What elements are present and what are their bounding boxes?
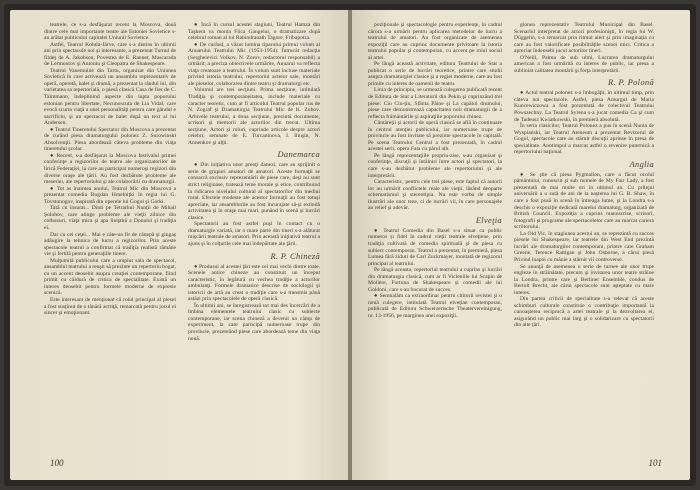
paragraph: Astfel, Teatrul Kohtla-Järve, care s-a distins în ultimii ani prin spectacole noi şi interesante, a prezentat Turnul de fildeş de A. Jakobson, Povestea de E. Rannet, Mascarada de Lermontov şi Antoniu şi Cleopatra de Shakespeare.: [44, 41, 176, 68]
paragraph: Spectatorii au fost astfel puşi în contact cu o dramaturgie variată, iar o mare parte din tineri s-a alăturat mişcării teatrale de amatori. Prin această iniţiativă teatrul a ajuns şi în colţurile cele mai îndepărtate ale ţării.: [188, 221, 320, 247]
paragraph: Pe lângă aceasta, repertoriul teatrului a cuprins şi lucrări din dramaturgia clasică, cum ar fi Vicleniile lui Scapin de Molière, Furtuna de Shakespeare şi comedii ale lui Goldoni, care s-au bucurat de succes.: [368, 267, 502, 293]
paragraph: La Old Vic, în stagiunea acestui an, se reprezintă cu succes piesele lui Shakespeare, iar teatrele din West End prezintă lucrări ale dramaturgilor contemporani, printre care Graham Greene, Terence Rattigan şi John Osborne, a cărui piesă Privind înapoi cu mânie a stârnit vii controverse.: [514, 230, 654, 263]
right-page: [352, 10, 690, 480]
paragraph: ● Teatrul Comedia din Basel s-a situat ca public numeros şi fidel în cadrul vieţii teatrale elveţiene, prin tradiţia cultivată de comedia spirituală şi de piesa cu subiect contemporan. Teatrul a prezentat, în premieră, piesa Lumea fără ziduri de Carl Zuckmayer, montată de regizorul principal al teatrului.: [368, 227, 502, 267]
paragraph: ● Din iniţiativa unor preoţi danezi, care au sprijinit o serie de grupuri amatori de amatori. Aceste formaţii se consacră exclusiv reprezentării de piese care, deşi nu sunt strict religioase, tratează teme morale şi etice, contribuind la ridicarea nivelului cultural al spectatorilor din mediul rural. Efectele modeste ale acestor formaţii au fost totuşi apreciate, iar ansamblurile au fost încurajate să-şi extindă activitatea şi în oraşe mai mari, punând în scenă şi lucrări clasice.: [188, 162, 320, 221]
page-number-right: 101: [648, 458, 662, 468]
paragraph: Tată cu insurat... Dinti pe Tetrarhul Nunţii de Mihail Şolohov, care atinge probleme ale vieţii zilnice din colhozuri, viaţa mica şi apa liniştită a Donului şi tradiţia ei.: [44, 205, 176, 231]
page-number-left: 100: [50, 458, 64, 468]
right-columns: [352, 22, 690, 450]
paragraph: Se anunţă de asemenea o serie de turnee ale unor trupe engleze în străinătate, precum şi invitarea unor teatre străine la Londra, printre care şi Berliner Ensemble, condus de Bertolt Brecht, ale cărui spectacole sunt aşteptate cu mare interes.: [514, 263, 654, 296]
paragraph: ● Încă în cursul acestei stagiuni, Teatrul Hamza din Taşkent va monta Fiica Gangelui, o dramatizare după celebrul roman al lui Rabindranath Tagore, Fribapotra.: [188, 22, 320, 42]
paragraph: ● Recent, s-a desfăşurat la Moscova festivalul primei conferinţe a regizorilor de teatru ale organizatorilor de lirică Federaţiei, la care au participat numeroşi regizori din diverse oraşe ale ţării. Au fost dezbătute probleme ale meseriei, ale repertoriului şi ale colaborării cu dramaturgii.: [44, 152, 176, 186]
paragraph: gionea reprezentativ Teatrului Municipal din Basel. Scenariul interpretat de actori profesionişti, în regia lui W. Düggelin, s-a remarcat prin ritmul alert şi prin imaginaţia cu care au fost valorificate posibilităţile scenei mici. Critica a apreciat îndeosebi jocul actorilor tineri.: [514, 22, 654, 55]
paragraph: ● De curând, a văzut lumina tiparului primul volum al Anuarului Teatrului Mic (1953-1954). Întrucât redacţia (Sergheievici Volkov, N. Zorov, redactorul responsabil) a urmărit, a preciza obiectivele urmărite, Anuarul va reflecta viaţa creatoare a teatrului. În volum sunt incluse materiale privind istoria teatrului, repertoriul actelor sale, montări ale pieselor, colaborarea dintre teatru şi dramaturgi etc.: [188, 41, 320, 87]
open-book: [4, 4, 696, 486]
paragraph: Teatrul Vanemuine din Tartu, organizat din Uniunea Sovietică în care activează un ansamblu reprezentativ de operă, operetă, balet şi dramă, a prezentat la rândul lui, din varietatea sa repertorială, o piesă clasică Casa de fier de C. Taimmann, îndeplinind aspecte din lupta poporului estonian pentru libertate, Necunoscuta de Lia Vidal, care evocă scurta viaţă a unei personalităţi pentru care gândul e sacrificiu, şi un spectacol de balet după un text al lui Andersen.: [44, 67, 176, 127]
paragraph: teatrele, ce s-a desfăşurat recent la Moscova, două dintre cele mai importante teatre ale Estoniei Sovietice s-au arătat publicului capitalei Uniunii Sovietice.: [44, 22, 176, 42]
section-heading: R. P. Polonă: [608, 77, 654, 88]
section-heading: Elveţia: [475, 214, 502, 225]
paragraph: Este interesant de menţionat că rolul principal al piesei a fost susţinut de o tânără actriţă, remarcată pentru jocul ei sincer şi emoţionant.: [44, 296, 176, 317]
right-column-2: [514, 22, 654, 450]
paragraph: Caracteristic, pentru cele trei piese, este faptul că autorii lor au urmărit conflictele reale ale vieţii, lăsând deoparte schematismul şi stereotipia. Nu este vorba de simple ilustrări ale unor teze, ci de lucrări vii, în care personajele au relief şi adevăr.: [368, 179, 502, 212]
left-column-1: [44, 22, 176, 450]
paragraph: În seria clasicilor, Teatrul Polonez a pus în scenă Nunta de Wyspiański, iar Teatrul Ateneum a prezentat Revizorul de Gogol, spectacole care au stârnit discuţii aprinse în presa de specialitate. Anotimpul a marcat astfel o revenire puternică a repertoriului naţional.: [514, 123, 654, 156]
section-heading: Danemarca: [277, 149, 320, 160]
paragraph: Din partea criticii de specialitate s-a relevat că aceste schimburi culturale constituie o contribuţie importantă la cunoaşterea reciprocă a artei teatrale şi la dezvoltarea ei, asigurând un public mai larg şi o solidarizare cu spectatorii din alte ţări.: [514, 296, 654, 329]
left-columns: [10, 22, 348, 450]
right-column-1: [368, 22, 502, 450]
paragraph: O'Neill, Palma de sub ulmi, Lucrarea dramaturgului american a fost urmărită cu interes de public, iar presa a subliniat calitatea montării şi forţa interpretării.: [514, 54, 654, 74]
paragraph: poziţionale şi spectacologie pentru experienţe, în cadrul cărora s-a urmărit pentru aplicarea metodelor de lucru a teatrului de amatori. Au fost organizate de asemenea expoziţii care au cuprins documente privitoare la istoria teatrului popular şi contemporan, cu accent pe rolul social al artei.: [368, 22, 502, 61]
paragraph: Pe lângă reprezentaţiile propriu-zise, s-au organizat şi conferinţe, discuţii şi întâlniri între actori şi spectatori, la care s-au dezbătut probleme ale repertoriului şi ale interpretării.: [368, 152, 502, 179]
paragraph: Cântăreţii şi actorii de operă clasică se află în continuare în centrul atenţiei publicului, iar numeroase trupe de provincie au fost invitate să prezinte spectacole în capitală. Pe scena Teatrului Central a fost prezentată, în cadrul acestei serii, opera Fata cu părul alb.: [368, 120, 502, 153]
paragraph: Pe lângă această activitate, editura Teatrului de Stat a publicat o serie de lucrări teoretice, printre care studii asupra dramaturgiei clasice şi a regiei moderne, care au fost primite cu interes de oamenii de teatru.: [368, 61, 502, 87]
paragraph: ● Tot as înaintea anului, Teatrul Mic din Moscova a prezentat comedia Bogdan Hmelniţki în regia lui G. Tovstonogov, inspirată din operele lui Gogol şi Gorki.: [44, 185, 176, 205]
paragraph: Dar cu cei ceţei... Mai e câte-un fir de cânepă şi gingaş adăugire la tehnica de lucru a regizorilor. Prin aceste spectacole teatrul a confirmat că tradiţia realistă rămâne vie şi fertilă pentru generaţiile tinere.: [44, 231, 176, 258]
left-column-2: [188, 22, 320, 450]
section-heading: R. P. Chineză: [270, 250, 320, 261]
paragraph: În ultimii ani, se înregistrează tot mai des încercări de a îmbina elementele teatrului clasic cu subiecte contemporane, iar scena chineză a devenit un câmp de experiment, la care participă numeroase trupe din provincie, prezentând piese care abordează teme din viaţa nouă.: [188, 302, 320, 342]
paragraph: ● Se ştie că piesa Pygmalion, care a făcut ocolul pământului, cunoscut şi sub numele de My Fair Lady, a fost prezentată de mai multe ori în ultimul an. Cu prilejul aniversării a o sută de ani de la naşterea lui G. B. Shaw, în care a fost pusă în scenă în întreaga lume, şi la Londra s-a deschis o expoziţie dedicată marelui dramaturg, organizată de British Council. Expoziţia a cuprins manuscrise, scrisori, fotografii şi programe ale spectacolelor care au marcat cariera scriitorului.: [514, 171, 654, 231]
section-heading: Anglia: [629, 158, 654, 169]
left-page: [10, 10, 348, 480]
paragraph: ● Actul teatral polonez s-a îmbogăţit, în ultimul timp, prin câteva noi spectacole. Astfel, piesa Amurgul de Maria Kuncewiczowa a fost prezentată de colectivul Teatrului Powszechny. La Teatrul Syrena s-a jucat comedia Ca şi cum de Tadeusz Kwiatkowski, în premieră absolută.: [514, 90, 654, 123]
paragraph: Linia de principiu, se urmează culegerea publicată recent de Editura de Stat a Literaturii din Pekin şi cuprinzând trei piese: Ciu Ciu-ţin, Sfânta Pâine şi La capătul drumului, piese care demonstrează capacitatea noii dramaturgii de a reflecta frământările şi aspiraţiile poporului chinez.: [368, 87, 502, 120]
paragraph: Volumul are trei secţiuni. Prima secţiune, intitulată Tradiţia şi contemporaneitatea, include materiale cu caracter teoretic, cum ar fi articolul Teatrul popular rus de N. Zograf şi Dramaturgia Teatrului Mic de K. Zubov. Arhivele teatrului, a doua secţiune, prezintă documente, scrisori şi memorii ale actorilor din trecut. Ultima secţiune, Actori şi roluri, cuprinde articole despre actori celebri, semnate de E. Turcaninova, I. Iliuşin, N. Annenkov şi alţii.: [188, 87, 320, 146]
paragraph: ● Produsul al acestei ţări este cel mai vechi dintre toate. Scenele antice chineze au constituit un început caracteristic, în legătură cu vechea tradiţie a actorilor ambulanţi. Formele dramatice descrise de sociologii şi istoricii de artă au creat o tradiţie care s-a transmis până astăzi prin spectacolele de operă clasică.: [188, 263, 320, 303]
paragraph: ● Semnalăm ca extraordinar pentru cititorii revistei şi o nouă culegere, intitulată Teatrul elveţian contemporan, publicată de Editura Schweizerische Theatervereinigung, nr. 13-1956, pe marginea unei expoziţii.: [368, 293, 502, 319]
paragraph: ● Teatrul Tineretului Spectator din Moscova a prezentat de curând piesa dramaturgului polonez Z. Surowinski Absolvenţii. Piesa abordează câteva probleme din viaţa tineretului şcolar.: [44, 126, 176, 153]
paragraph: Mulţumită publicului care a umplut sala de spectacol, ansamblul teatrului a reuşit să prezinte un repertoriu bogat, cu un accent deosebit asupra creaţiei contemporane, fiind primit cu căldură de critica de specialitate. Există un interes deosebit pentru formele moderne de expresie scenică.: [44, 257, 176, 297]
